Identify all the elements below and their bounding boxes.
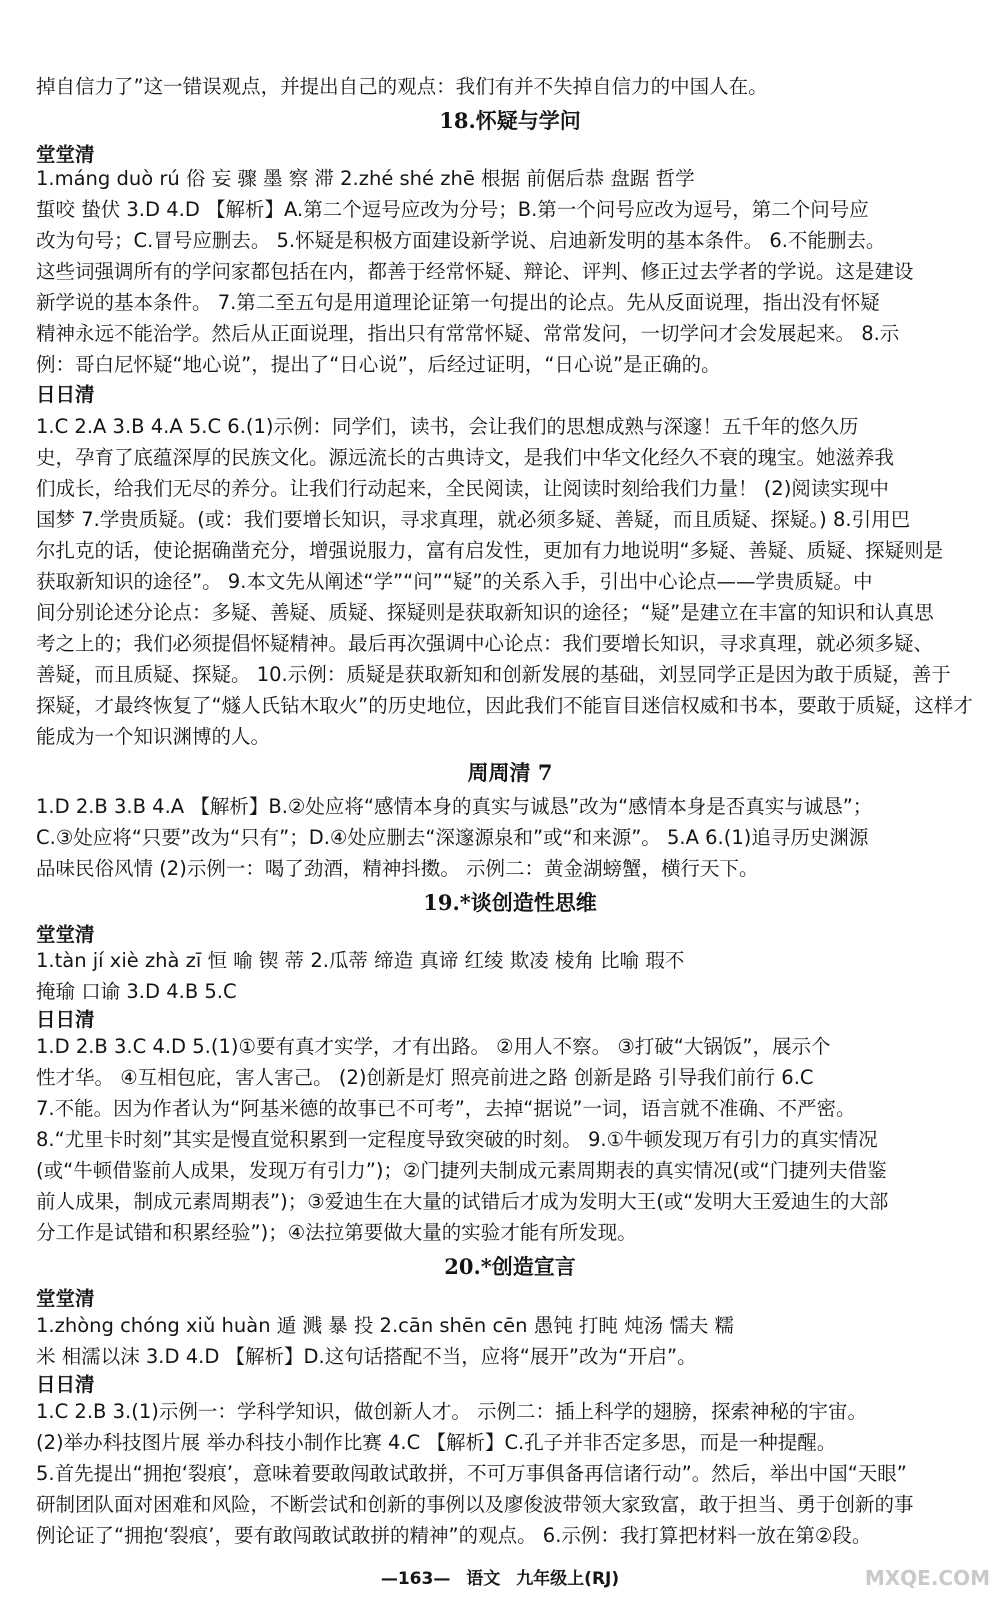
- text-line: 1.C 2.A 3.B 4.A 5.C 6.(1)示例：同学们，读书，会让我们的思想成熟与深邃！五千年的悠久历: [36, 415, 859, 438]
- text-line: 掉自信力了”这一错误观点，并提出自己的观点：我们有并不失掉自信力的中国人在。: [36, 75, 768, 98]
- text-line: C.③处应将“只要”改为“只有”；D.④处应删去“深邃源泉和”或“和来源”。 5.A 6.(1)追寻历史渊源: [36, 826, 869, 849]
- subheading-ririqing: 日日清: [36, 1373, 95, 1396]
- subheading-ririqing: 日日清: [36, 383, 95, 406]
- page-footer: [0, 1565, 1000, 1593]
- text-line: 新学说的基本条件。 7.第二至五句是用道理论证第一句提出的论点。先从反面说理，指出没有怀疑: [36, 291, 880, 314]
- text-line: 这些词强调所有的学问家都包括在内，都善于经常怀疑、辩论、评判、修正过去学者的学说。这是建设: [36, 260, 914, 283]
- text-line: 1.tàn jí xiè zhà zī 恒 喻 锲 蒂 2.瓜蒂 缔造 真谛 红绫 欺凌 棱角 比喻 瑕不: [36, 949, 685, 972]
- watermark: MXQE.COM: [864, 1566, 990, 1590]
- subheading-tangtangqing: 堂堂清: [36, 1287, 95, 1310]
- text-line: 性才华。 ④互相包庇，害人害己。 (2)创新是灯 照亮前进之路 创新是路 引导我们前行 6.C: [36, 1066, 814, 1089]
- subheading-tangtangqing: 堂堂清: [36, 923, 95, 946]
- section-title-weekly-7: 周周清 7: [467, 760, 553, 785]
- text-line: 探疑，才最终恢复了“燧人氏钻木取火”的历史地位，因此我们不能盲目迷信权威和书本，要敢于质疑，这样才: [36, 694, 973, 717]
- text-line: 掩瑜 口谕 3.D 4.B 5.C: [36, 980, 237, 1003]
- text-line: 品味民俗风情 (2)示例一：喝了劲酒，精神抖擞。 示例二：黄金湖螃蟹，横行天下。: [36, 857, 759, 880]
- text-line: 例：哥白尼怀疑“地心说”，提出了“日心说”，后经过证明，“日心说”是正确的。: [36, 353, 721, 376]
- text-line: 蜇咬 蛰伏 3.D 4.D 【解析】A.第二个逗号应改为分号；B.第一个问号应改为逗号，第二个问号应: [36, 198, 869, 221]
- text-line: 间分别论述分论点：多疑、善疑、质疑、探疑则是获取新知识的途径；“疑”是建立在丰富的知识和认真思: [36, 601, 934, 624]
- section-title-20: 20.*创造宣言: [444, 1254, 576, 1279]
- text-line: 米 相濡以沫 3.D 4.D 【解析】D.这句话搭配不当，应将“展开”改为“开启”。: [36, 1345, 697, 1368]
- subheading-ririqing: 日日清: [36, 1008, 95, 1031]
- text-line: 8.“尤里卡时刻”其实是慢直觉积累到一定程度导致突破的时刻。 9.①牛顿发现万有引力的真实情况: [36, 1128, 878, 1151]
- text-line: 分工作是试错和积累经验”)；④法拉第要做大量的实验才能有所发现。: [36, 1221, 637, 1244]
- grade-label: 九年级上(RJ): [516, 1569, 620, 1589]
- text-line: 研制团队面对困难和风险，不断尝试和创新的事例以及廖俊波带领大家致富，敢于担当、勇于创新的事: [36, 1493, 914, 1516]
- text-line: 精神永远不能治学。然后从正面说理，指出只有常常怀疑、常常发问，一切学问才会发展起来。 8.示: [36, 322, 900, 345]
- text-line: (2)举办科技图片展 举办科技小制作比赛 4.C 【解析】C.孔子并非否定多思，而是一种提醒。: [36, 1431, 837, 1454]
- text-line: 善疑，而且质疑、探疑。 10.示例：质疑是获取新知和创新发展的基础，刘昱同学正是因为敢于质疑，善于: [36, 663, 951, 686]
- text-line: 例论证了“拥抱‘裂痕’，要有敢闯敢试敢拼的精神”的观点。 6.示例：我打算把材料一放在第②段。: [36, 1524, 872, 1547]
- section-title-18: 18.怀疑与学问: [439, 108, 581, 133]
- subject-label: 语文: [466, 1569, 501, 1589]
- page-number: —163—: [380, 1569, 451, 1589]
- subheading-tangtangqing: 堂堂清: [36, 143, 95, 166]
- text-line: 史，孕育了底蕴深厚的民族文化。源远流长的古典诗文，是我们中华文化经久不衰的瑰宝。她滋养我: [36, 446, 895, 469]
- text-line: 获取新知识的途径”。 9.本文先从阐述“学”“问”“疑”的关系入手，引出中心论点——学贵质疑。中: [36, 570, 873, 593]
- text-line: 尔扎克的话，使论据确凿充分，增强说服力，富有启发性，更加有力地说明“多疑、善疑、质疑、探疑则是: [36, 539, 944, 562]
- text-line: 7.不能。因为作者认为“阿基米德的故事已不可考”，去掉“据说”一词，语言就不准确、不严密。: [36, 1097, 856, 1120]
- text-line: (或“牛顿借鉴前人成果，发现万有引力”)；②门捷列夫制成元素周期表的真实情况(或“门捷列夫借鉴: [36, 1159, 887, 1182]
- text-line: 1.C 2.B 3.(1)示例一：学科学知识，做创新人才。 示例二：插上科学的翅膀，探索神秘的宇宙。: [36, 1400, 868, 1423]
- text-line: 1.máng duò rú 俗 妄 骤 墨 察 滞 2.zhé shé zhē 根据 前倨后恭 盘踞 哲学: [36, 167, 695, 190]
- text-line: 们成长，给我们无尽的养分。让我们行动起来，全民阅读，让阅读时刻给我们力量！ (2)阅读实现中: [36, 477, 889, 500]
- text-line: 能成为一个知识渊博的人。: [36, 725, 271, 748]
- text-line: 改为句号；C.冒号应删去。 5.怀疑是积极方面建设新学说、启迪新发明的基本条件。 6.不能删去。: [36, 229, 886, 252]
- text-line: 1.D 2.B 3.C 4.D 5.(1)①要有真才实学，才有出路。 ②用人不察。 ③打破“大锅饭”，展示个: [36, 1035, 831, 1058]
- text-line: 考之上的；我们必须提倡怀疑精神。最后再次强调中心论点：我们要增长知识，寻求真理，就必须多疑、: [36, 632, 934, 655]
- text-line: 1.zhòng chóng xiǔ huàn 遁 溅 暴 投 2.cān shēn cēn 愚钝 打盹 炖汤 懦夫 糯: [36, 1314, 735, 1337]
- section-title-19: 19.*谈创造性思维: [423, 890, 597, 915]
- text-line: 前人成果，制成元素周期表”)；③爱迪生在大量的试错后才成为发明大王(或“发明大王爱迪生的大部: [36, 1190, 889, 1213]
- text-line: 5.首先提出“拥抱‘裂痕’，意味着要敢闯敢试敢拼，不可万事俱备再信诸行动”。然后，举出中国“天眼”: [36, 1462, 907, 1485]
- text-line: 1.D 2.B 3.B 4.A 【解析】B.②处应将“感情本身的真实与诚恳”改为“感情本身是否真实与诚恳”；: [36, 795, 873, 818]
- text-line: 国梦 7.学贵质疑。(或：我们要增长知识，寻求真理，就必须多疑、善疑，而且质疑、探疑。) 8.引用巴: [36, 508, 911, 531]
